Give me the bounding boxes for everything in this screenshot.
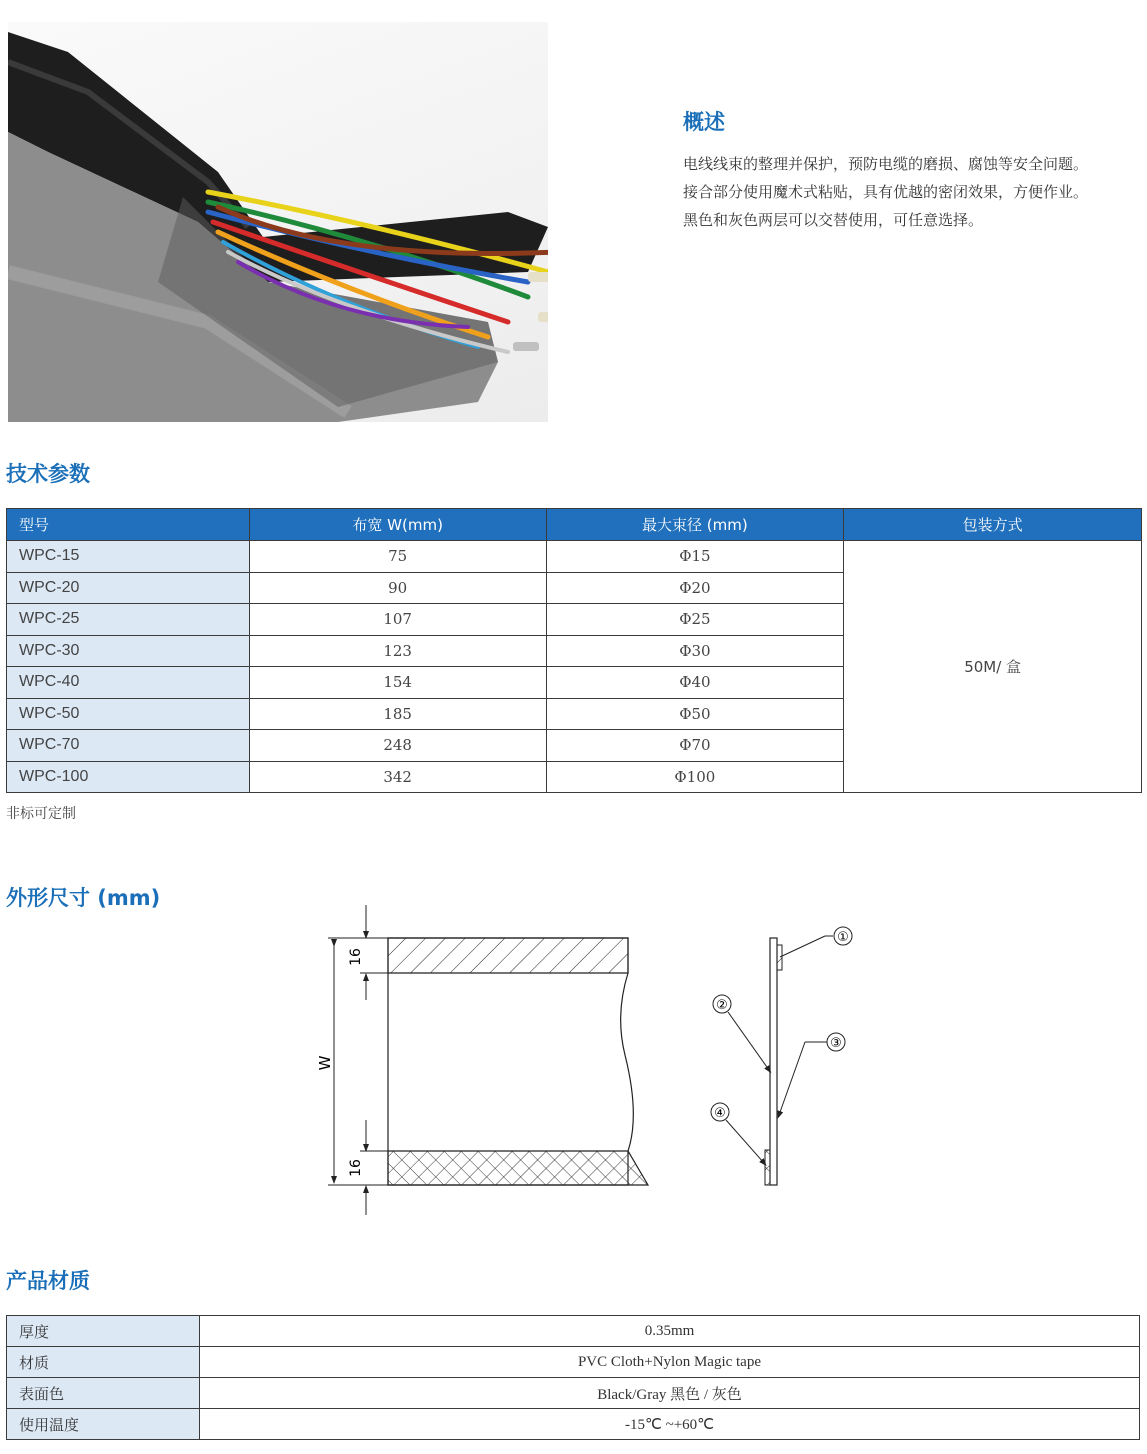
diameter-cell: Φ70 (546, 730, 844, 762)
diameter-cell: Φ50 (546, 698, 844, 730)
diameter-cell: Φ30 (546, 635, 844, 667)
material-value: -15℃ ~+60℃ (200, 1409, 1140, 1440)
callout-4: ④ (714, 1106, 726, 1121)
model-cell: WPC-30 (7, 635, 250, 667)
model-cell: WPC-25 (7, 604, 250, 636)
bottom-dimension-label: 16 (348, 1159, 364, 1177)
specs-title: 技术参数 (6, 462, 90, 486)
table-row (7, 1378, 1140, 1409)
overview-line: 电线线束的整理并保护，预防电缆的磨损、腐蚀等安全问题。 (683, 155, 1089, 173)
material-label: 使用温度 (7, 1409, 200, 1440)
model-cell: WPC-40 (7, 667, 250, 699)
table-row (7, 541, 1142, 573)
callout-1: ① (837, 930, 849, 945)
header-diameter: 最大束径 (mm) (546, 509, 844, 541)
material-label: 厚度 (7, 1316, 200, 1347)
material-label: 材质 (7, 1347, 200, 1378)
model-cell: WPC-20 (7, 572, 250, 604)
width-cell: 342 (249, 761, 546, 793)
diameter-cell: Φ20 (546, 572, 844, 604)
top-dimension-label: 16 (348, 948, 364, 966)
width-cell: 90 (249, 572, 546, 604)
width-cell: 185 (249, 698, 546, 730)
overview-line: 黑色和灰色两层可以交替使用，可任意选择。 (683, 211, 984, 229)
dimension-diagram (300, 905, 880, 1220)
material-value: 0.35mm (200, 1316, 1140, 1347)
specs-header-row (7, 509, 1142, 541)
overview-title: 概述 (683, 110, 725, 134)
diameter-cell: Φ25 (546, 604, 844, 636)
width-cell: 75 (249, 541, 546, 573)
diameter-cell: Φ40 (546, 667, 844, 699)
custom-note: 非标可定制 (6, 806, 76, 822)
table-row (7, 1316, 1140, 1347)
callout-3: ③ (830, 1036, 842, 1051)
width-cell: 123 (249, 635, 546, 667)
header-width: 布宽 W(mm) (249, 509, 546, 541)
callout-2: ② (716, 998, 728, 1013)
model-cell: WPC-50 (7, 698, 250, 730)
diameter-cell: Φ15 (546, 541, 844, 573)
material-label: 表面色 (7, 1378, 200, 1409)
dimensions-title: 外形尺寸 (mm) (6, 886, 161, 910)
packaging-cell: 50M/ 盒 (844, 541, 1142, 793)
model-cell: WPC-15 (7, 541, 250, 573)
overview-line: 接合部分使用魔术式粘贴，具有优越的密闭效果，方便作业。 (683, 183, 1089, 201)
material-table (6, 1315, 1140, 1440)
material-value: PVC Cloth+Nylon Magic tape (200, 1347, 1140, 1378)
specs-table (6, 508, 1142, 793)
width-cell: 107 (249, 604, 546, 636)
width-cell: 248 (249, 730, 546, 762)
material-value: Black/Gray 黑色 / 灰色 (200, 1378, 1140, 1409)
material-title: 产品材质 (6, 1269, 90, 1293)
model-cell: WPC-70 (7, 730, 250, 762)
model-cell: WPC-100 (7, 761, 250, 793)
table-row (7, 1347, 1140, 1378)
header-packaging: 包装方式 (844, 509, 1142, 541)
width-cell: 154 (249, 667, 546, 699)
product-photo (8, 22, 548, 422)
overview-description (683, 150, 1143, 234)
header-model: 型号 (7, 509, 250, 541)
table-row (7, 1409, 1140, 1440)
diameter-cell: Φ100 (546, 761, 844, 793)
width-dimension-label: W (316, 1055, 334, 1071)
